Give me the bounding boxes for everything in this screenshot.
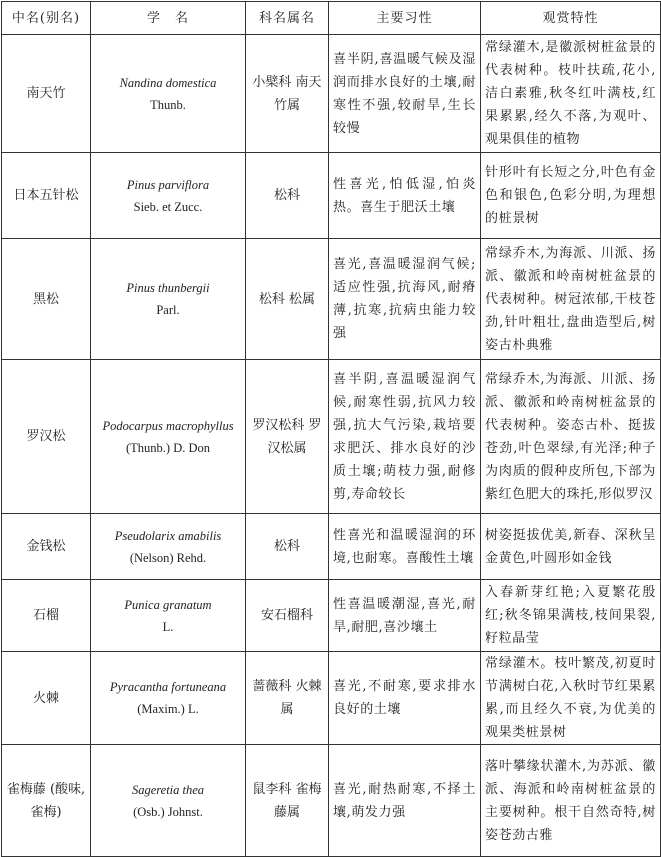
cell-ornamental: 落叶攀缘状灌木,为苏派、徽派、海派和岭南树桩盆景的主要树种。根干自然奇特,树姿苍劲古雅 [481,745,661,857]
table-row [2,745,661,857]
scientific-author: Parl. [156,303,180,317]
cell-name [2,35,91,153]
family-genus: 小檗科 南天竹属 [252,74,322,113]
family-genus: 鼠李科 雀梅藤属 [252,781,322,820]
scientific-name: Pinus parviflora [126,177,210,192]
cell-name [2,580,91,652]
scientific-name: Pinus thunbergii [126,281,210,295]
plant-name: 罗汉松 [26,429,66,444]
scientific-name: Pyracantha fortuneana [109,680,227,694]
header-ornamental: 观赏特性 [481,2,661,35]
plant-name: 黑松 [32,291,59,307]
scientific-name: Podocarpus macrophyllus [102,418,234,433]
cell-scientific-name [91,745,246,857]
table-row [2,580,661,652]
header-name: 中名(别名) [2,2,91,35]
cell-habit: 喜光,耐热耐寒,不择土壤,萌发力强 [329,745,481,857]
table-row [2,35,661,153]
cell-ornamental: 入春新芽红艳;入夏繁花殷红;秋冬锦果满枝,枝间果裂,籽粒晶莹 [481,580,661,652]
cell-family [246,580,329,652]
header-scientific-name: 学 名 [91,2,246,35]
plant-name: 日本五针松 [13,188,79,203]
cell-habit: 性喜温暖潮湿,喜光,耐旱,耐肥,喜沙壤土 [329,580,481,652]
plant-name: 南天竹 [26,86,66,101]
header-family: 科名属名 [246,2,329,35]
cell-ornamental: 树姿挺拔优美,新春、深秋呈金黄色,叶圆形如金钱 [481,514,661,580]
scientific-author: (Osb.) Johnst. [133,804,203,819]
family-genus: 罗汉松科 罗汉松属 [252,417,322,456]
cell-name [2,745,91,857]
scientific-name: Nandina domestica [119,75,217,90]
plant-table [1,1,661,857]
cell-habit: 性喜光,怕低湿,怕炎热。喜生于肥沃土壤 [329,153,481,239]
cell-family [246,35,329,153]
table-row [2,652,661,745]
cell-scientific-name [91,153,246,239]
table-row [2,239,661,360]
cell-family [246,360,329,514]
cell-habit: 喜半阴,喜温暖气候及湿润而排水良好的土壤,耐寒性不强,较耐旱,生长较慢 [329,35,481,153]
table-header-row [2,2,661,35]
plant-name: 石榴 [32,608,59,623]
cell-habit: 性喜光和温暖湿润的环境,也耐寒。喜酸性土壤 [329,514,481,580]
cell-ornamental: 常绿灌木。枝叶繁茂,初夏时节满树白花,入秋时节红果累累,而且经久不衰,为优美的观果类桩景树 [481,652,661,745]
cell-scientific-name [91,580,246,652]
table-row [2,153,661,239]
cell-name [2,652,91,745]
cell-scientific-name [91,360,246,514]
header-habit: 主要习性 [329,2,481,35]
cell-scientific-name [91,239,246,360]
table-row [2,360,661,514]
cell-ornamental: 常绿灌木,是徽派树桩盆景的代表树种。枝叶扶疏,花小,洁白素雅,秋冬红叶满枝,红果累累,经久不落,为观叶、观果俱佳的植物 [481,35,661,153]
cell-family [246,652,329,745]
scientific-name: Punica granatum [124,597,212,612]
scientific-author: (Maxim.) L. [137,702,199,716]
cell-habit: 喜光,喜温暖湿润气候;适应性强,抗海风,耐瘠薄,抗寒,抗病虫能力较强 [329,239,481,360]
cell-family [246,745,329,857]
cell-scientific-name [91,652,246,745]
family-genus: 松科 [273,539,300,554]
plant-name: 火棘 [32,690,59,706]
scientific-author: L. [162,619,174,634]
cell-scientific-name [91,514,246,580]
table-row [2,514,661,580]
plant-name: 金钱松 [26,539,66,554]
cell-ornamental: 常绿乔木,为海派、川派、扬派、徽派和岭南树桩盆景的代表树种。姿态古朴、挺拔苍劲,叶色翠绿,有光泽;种子为肉质的假种皮所包,下部为紫红色肥大的珠托,形似罗汉 [481,360,661,514]
cell-ornamental: 针形叶有长短之分,叶色有金色和银色,色彩分明,为理想的桩景树 [481,153,661,239]
scientific-author: (Thunb.) D. Don [125,440,210,455]
scientific-author: Thunb. [150,97,186,112]
cell-name [2,239,91,360]
family-genus: 蔷薇科 火棘属 [252,679,322,717]
cell-ornamental: 常绿乔木,为海派、川派、扬派、徽派和岭南树桩盆景的代表树种。树冠浓郁,干枝苍劲,针叶粗壮,盘曲造型后,树姿古朴典雅 [481,239,661,360]
cell-name [2,153,91,239]
cell-family [246,239,329,360]
family-genus: 松科 [273,188,300,203]
scientific-name: Pseudolarix amabilis [114,528,222,543]
scientific-author: Sieb. et Zucc. [133,199,203,214]
cell-name [2,514,91,580]
cell-family [246,153,329,239]
cell-scientific-name [91,35,246,153]
plant-name: 雀梅藤 (酸味,雀梅) [6,781,86,820]
cell-habit: 喜光,不耐寒,要求排水良好的土壤 [329,652,481,745]
cell-family [246,514,329,580]
cell-habit: 喜半阴,喜温暖湿润气候,耐寒性弱,抗风力较强,抗大气污染,栽培要求肥沃、排水良好的沙质土壤;萌枝力强,耐修剪,寿命较长 [329,360,481,514]
scientific-name: Sageretia thea [131,782,205,797]
scientific-author: (Nelson) Rehd. [129,550,207,565]
family-genus: 松科 松属 [258,291,316,307]
family-genus: 安石榴科 [260,608,313,623]
cell-name [2,360,91,514]
